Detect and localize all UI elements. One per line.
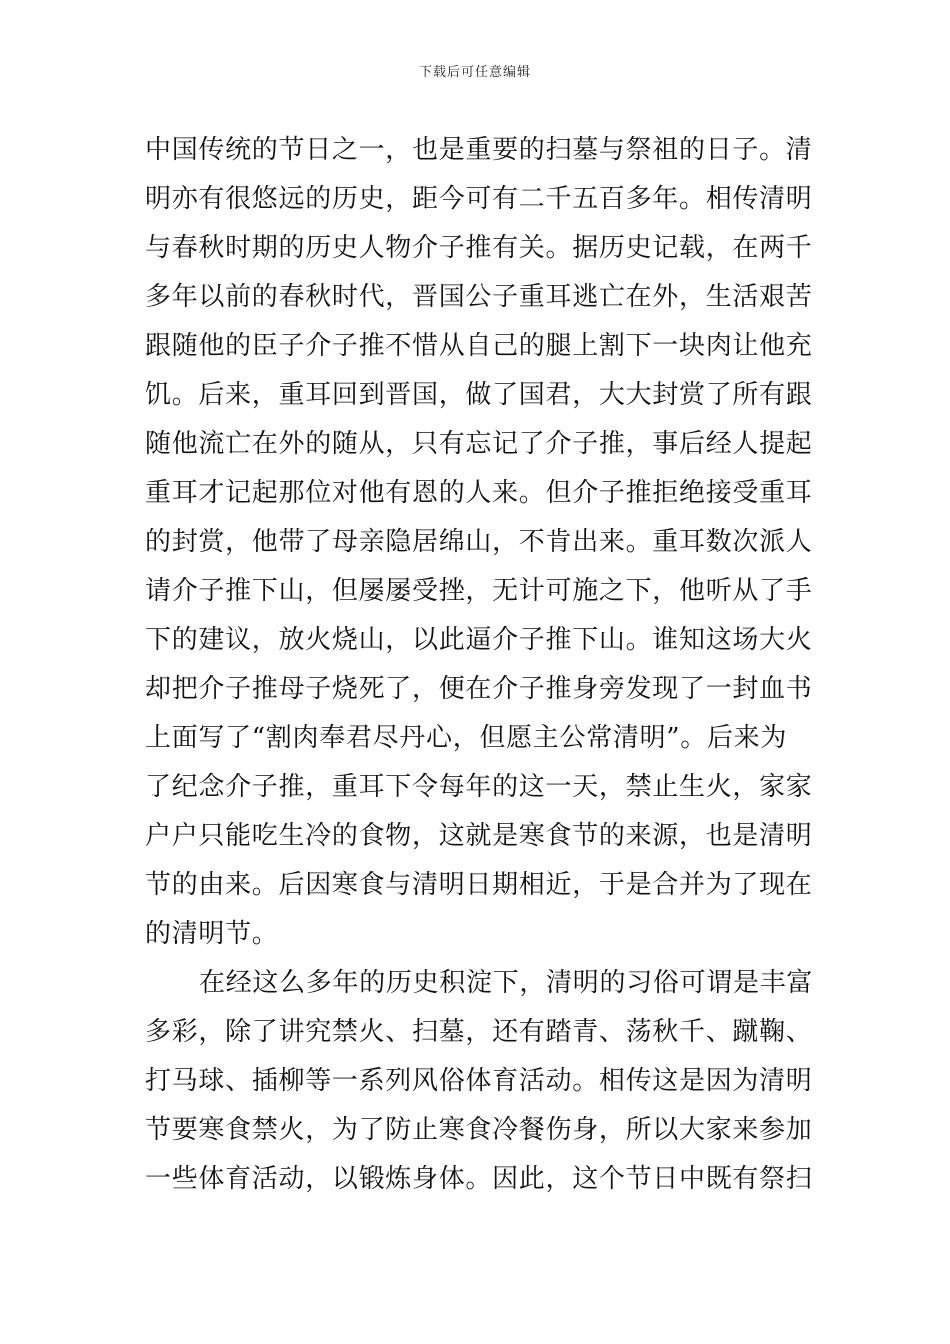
text-line: 多年以前的春秋时代，晋国公子重耳逃亡在外，生活艰苦 xyxy=(145,282,813,312)
text-line: 请介子推下山，但屡屡受挫，无计可施之下，他听从了手 xyxy=(145,576,813,606)
text-line: 上面写了“割肉奉君尽丹心，但愿主公常清明”。后来为 xyxy=(145,723,788,753)
text-line: 打马球、插柳等一系列风俗体育活动。相传这是因为清明 xyxy=(145,1066,813,1096)
text-line-indented: 在经这么多年的历史积淀下，清明的习俗可谓是丰富 xyxy=(199,968,814,998)
text-line: 中国传统的节日之一，也是重要的扫墓与祭祖的日子。清 xyxy=(145,135,813,165)
document-body xyxy=(145,126,814,1204)
paragraph-1 xyxy=(145,126,811,959)
text-line: 多彩，除了讲究禁火、扫墓，还有踏青、荡秋千、蹴鞠、 xyxy=(145,1017,813,1047)
text-line: 重耳才记起那位对他有恩的人来。但介子推拒绝接受重耳 xyxy=(145,478,813,508)
paragraph-2 xyxy=(145,959,814,1204)
text-line: 却把介子推母子烧死了，便在介子推身旁发现了一封血书 xyxy=(145,674,813,704)
text-line: 的清明节。 xyxy=(145,919,279,949)
text-line: 与春秋时期的历史人物介子推有关。据历史记载，在两千 xyxy=(145,233,813,263)
text-line: 了纪念介子推，重耳下令每年的这一天，禁止生火，家家 xyxy=(145,772,813,802)
text-line: 明亦有很悠远的历史，距今可有二千五百多年。相传清明 xyxy=(145,184,813,214)
text-line: 节要寒食禁火，为了防止寒食冷餐伤身，所以大家来参加 xyxy=(145,1115,813,1145)
text-line: 节的由来。后因寒食与清明日期相近，于是合并为了现在 xyxy=(145,870,813,900)
text-line: 下的建议，放火烧山，以此逼介子推下山。谁知这场大火 xyxy=(145,625,813,655)
text-line: 的封赏，他带了母亲隐居绵山，不肯出来。重耳数次派人 xyxy=(145,527,813,557)
text-line: 户户只能吃生冷的食物，这就是寒食节的来源，也是清明 xyxy=(145,821,813,851)
page-header: 下载后可任意编辑 xyxy=(418,65,531,80)
text-line: 一些体育活动，以锻炼身体。因此，这个节日中既有祭扫 xyxy=(145,1164,813,1194)
text-line: 饥。后来，重耳回到晋国，做了国君，大大封赏了所有跟 xyxy=(145,380,813,410)
text-line: 随他流亡在外的随从，只有忘记了介子推，事后经人提起 xyxy=(145,429,813,459)
text-line: 跟随他的臣子介子推不惜从自己的腿上割下一块肉让他充 xyxy=(145,331,813,361)
